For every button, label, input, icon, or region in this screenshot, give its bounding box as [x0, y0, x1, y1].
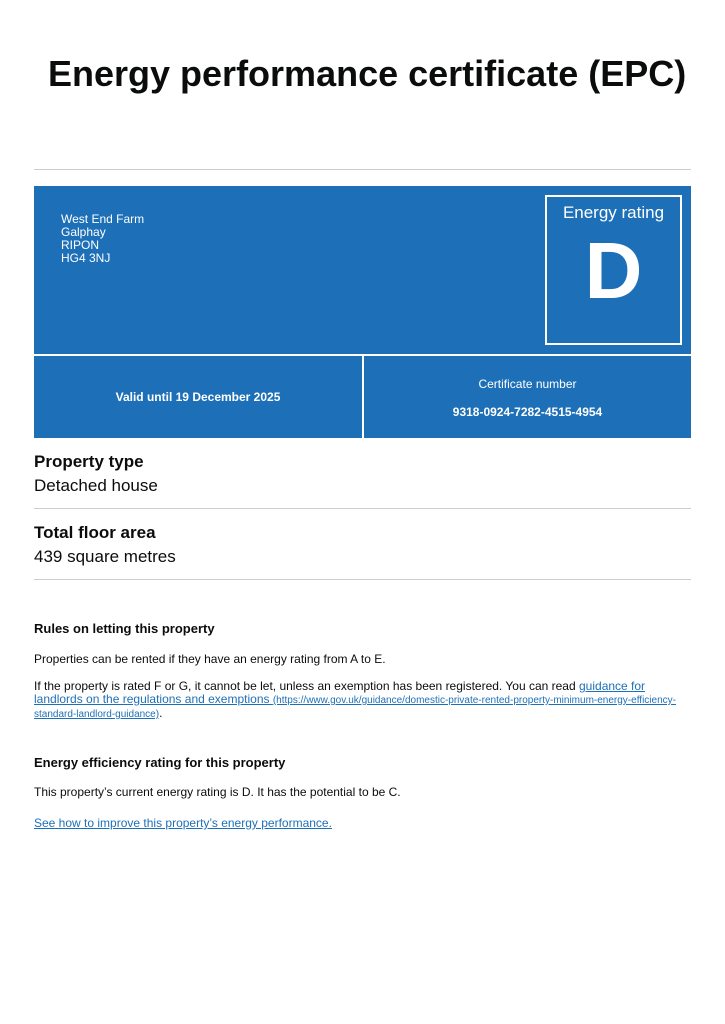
energy-rating-letter: D	[584, 226, 643, 315]
certificate-number-label: Certificate number	[478, 377, 577, 391]
address-line: West End Farm	[61, 212, 145, 226]
address-line: Galphay	[61, 225, 106, 239]
improve-performance-paragraph	[34, 817, 694, 830]
improve-performance-link[interactable]: See how to improve this property’s energy performance.	[34, 816, 332, 830]
letting-exemptions-paragraph	[34, 680, 694, 721]
address-line: HG4 3NJ	[61, 251, 111, 265]
property-address	[61, 213, 144, 265]
summary-panel	[34, 186, 691, 354]
paragraph-text: If the property is rated F or G, it cannot be let, unless an exemption has been registered. You can read	[34, 679, 579, 693]
property-type-heading: Property type	[34, 452, 144, 471]
page-title: Energy performance certificate (EPC)	[48, 53, 687, 94]
letting-rules-paragraph: Properties can be rented if they have an energy rating from A to E.	[34, 652, 386, 666]
divider	[34, 508, 691, 509]
certificate-number: 9318-0924-7282-4515-4954	[452, 405, 603, 419]
certificate-panel	[364, 356, 691, 438]
link-text: guidance for landlords on the regulations and exemptions	[34, 679, 646, 706]
letting-rules-heading: Rules on letting this property	[34, 621, 215, 636]
energy-rating-label: Energy rating	[562, 203, 665, 222]
validity-panel	[34, 356, 362, 438]
floor-area-value: 439 square metres	[34, 547, 176, 566]
valid-until-text: Valid until 19 December 2025	[115, 390, 281, 404]
link-url-text: (https://www.gov.uk/guidance/domestic-private-rented-property-minimum-energy-efficiency-standard-landlord-guidance)	[34, 695, 676, 720]
floor-area-heading: Total floor area	[34, 523, 156, 542]
efficiency-rating-paragraph: This property’s current energy rating is D. It has the potential to be C.	[34, 785, 401, 799]
title-divider	[34, 169, 691, 170]
paragraph-text: .	[159, 706, 163, 720]
address-line: RIPON	[61, 238, 100, 252]
divider	[34, 579, 691, 580]
property-type-value: Detached house	[34, 476, 158, 495]
efficiency-rating-heading: Energy efficiency rating for this property	[34, 755, 286, 770]
energy-rating-box	[545, 195, 682, 345]
